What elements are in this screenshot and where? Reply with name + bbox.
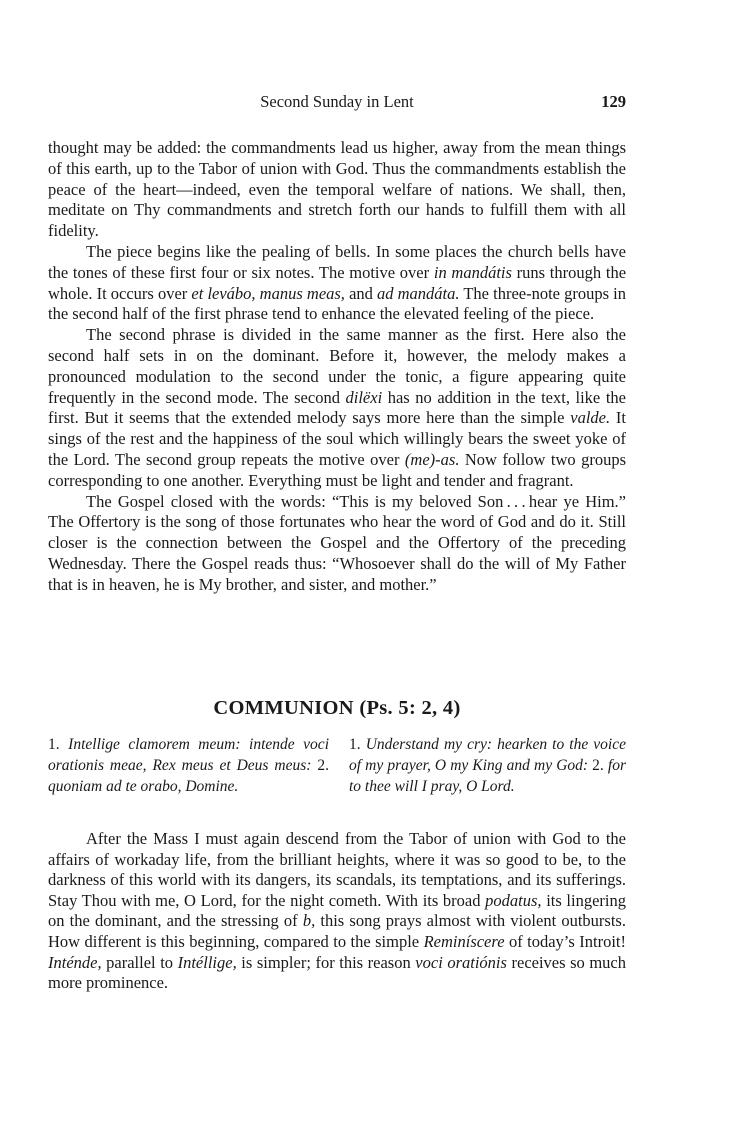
- page-number: 129: [601, 92, 626, 111]
- italic-run: valde.: [570, 408, 611, 428]
- text-run: It sings of the rest and the happiness of the soul which willingly bears the sweet yoke of the Lord. The second group repeats the motive over: [48, 408, 626, 469]
- text-run: parallel to: [101, 952, 178, 972]
- body-text: [48, 138, 626, 596]
- italic-run: dilëxi: [345, 387, 383, 407]
- italic-run: ad mandáta.: [377, 283, 460, 303]
- closing-paragraph: [48, 829, 626, 994]
- communion-heading: [48, 697, 626, 720]
- paragraph-3: [48, 325, 626, 491]
- italic-run: podatus,: [485, 890, 542, 910]
- verse-number: 1.: [48, 736, 60, 753]
- english-column: [349, 734, 626, 797]
- italic-run: voci oratiónis: [415, 952, 507, 972]
- verse-number: 2.: [317, 757, 329, 774]
- italic-run: (me)-as.: [404, 449, 460, 469]
- latin-column: [48, 734, 329, 797]
- latin-verse-2: quoniam ad te orabo, Domine.: [48, 778, 239, 795]
- text-run: The second phrase is divided in the same manner as the first. Here also the second half sets in on the dominant. Before it, however, the melody makes a pronounced modulation to the second under the tonic, a figure appearing quite frequently in the second mode. The second: [48, 325, 626, 407]
- italic-run: et levábo, manus meas,: [191, 283, 345, 303]
- latin-verse-1: Intellige clamorem meum: intende voci orationis meae, Rex meus et Deus meus:: [48, 736, 329, 774]
- communion-title: COMMUNION: [213, 697, 354, 719]
- text-run: has no addition in the text, like the first. But it seems that the extended melody says more here than the simple: [48, 387, 626, 428]
- text-run: its lingering on the dominant, and the stressing of: [48, 890, 626, 931]
- page-header: [48, 92, 626, 114]
- text-run: The three-note groups in the second half of the first phrase tend to enhance the elevated feeling of the piece.: [48, 283, 626, 324]
- italic-run: Inténde,: [48, 952, 102, 972]
- verse-number: 1.: [349, 736, 361, 753]
- paragraph-4: The Gospel closed with the words: “This is my beloved Son . . . hear ye Him.” The Offertory is the song of those fortunates who hear the word of God and do it. Still closer is the connection between the Gospel and the Offertory of the preceding Wednesday. There the Gospel reads thus: “Whosoever shall do the will of My Father that is in heaven, he is My brother, and sister, and mother.”: [48, 491, 626, 594]
- psalm-reference: (Ps. 5: 2, 4): [359, 697, 461, 719]
- paragraph-1: thought may be added: the commandments lead us higher, away from the mean things of this earth, up to the Tabor of union with God. Thus the commandments establish the peace of the heart—indeed, even the temporal welfare of nations. We shall, then, meditate on Thy commandments and stretch forth our hands to fulfill them with all fidelity.: [48, 138, 626, 241]
- italic-run: in mandátis: [433, 262, 512, 282]
- italic-run: b,: [302, 911, 316, 931]
- text-run: is simpler; for this reason: [236, 952, 416, 972]
- text-run: of today’s Introit!: [504, 931, 626, 951]
- text-run: After the Mass I must again descend from the Tabor of union with God to the affairs of workaday life, from the brilliant heights, where it was so good to be, to the darkness of this world with its dangers, its scandals, its temptations, and its sufferings. Stay Thou with me, O Lord, for the night cometh. With its broad: [48, 829, 626, 910]
- text-run: receives so much more prominence.: [48, 952, 626, 993]
- text-run: this song prays almost with violent outbursts. How different is this beginning, compared to the simple: [48, 911, 626, 951]
- italic-run: Reminíscere: [423, 931, 505, 951]
- english-verse-2: for to thee will I pray, O Lord.: [349, 757, 626, 795]
- text-run: The piece begins like the pealing of bells. In some places the church bells have the tones of these first four or six notes. The motive over: [48, 241, 626, 282]
- paragraph-2: [48, 242, 626, 325]
- running-head: Second Sunday in Lent: [260, 92, 414, 111]
- text-run: runs through the whole. It occurs over: [48, 262, 627, 303]
- italic-run: Intéllige,: [177, 952, 237, 972]
- verse-number: 2.: [592, 757, 604, 774]
- text-run: Now follow two groups corresponding to one another. Everything must be light and tender and fragrant.: [48, 449, 627, 490]
- text-run: and: [344, 283, 378, 303]
- english-verse-1: Understand my cry: hearken to the voice of my prayer, O my King and my God:: [349, 736, 626, 774]
- closing-text: [48, 829, 626, 994]
